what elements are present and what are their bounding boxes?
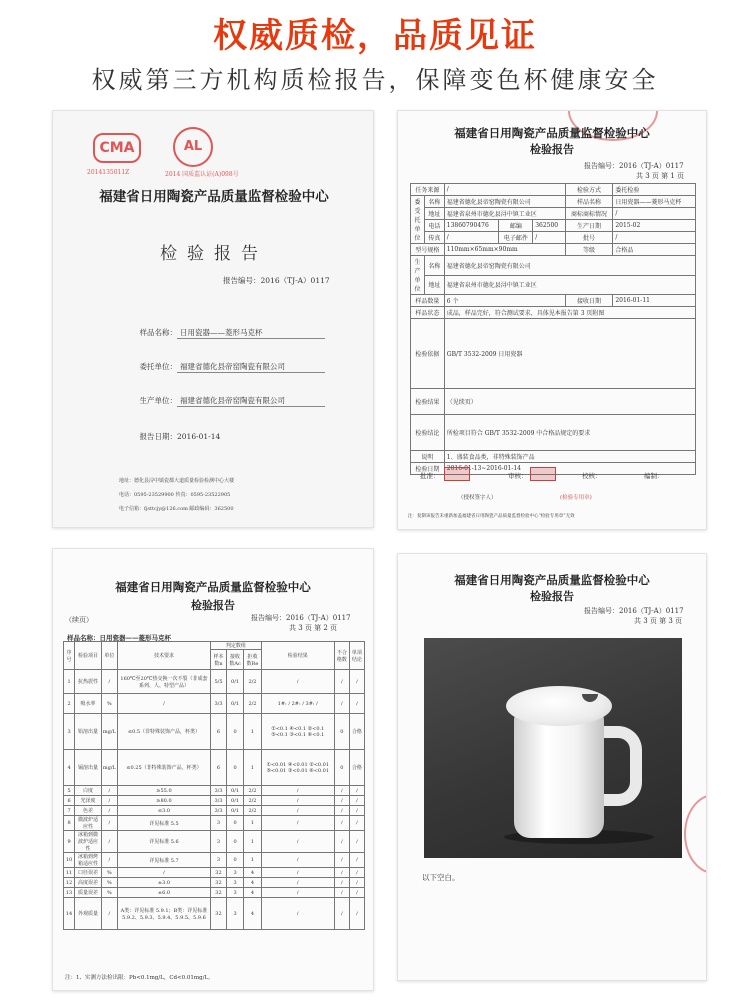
table-cell: / bbox=[261, 786, 334, 796]
table-cell: 5/5 bbox=[211, 670, 227, 694]
cover-email: 电子信箱：fjsttcjy@126.com 邮政编码：362500 bbox=[119, 506, 234, 512]
table-cell: 4 bbox=[244, 868, 261, 878]
table-row bbox=[64, 888, 365, 898]
page2-org: 福建省日用陶瓷产品质量监督检验中心 bbox=[115, 580, 311, 594]
cover-address: 地址：德化县浔中镇瓷都大道质量检验检测中心大楼 bbox=[119, 478, 235, 484]
page2-sample-line: 样品名称：日用瓷器——菱形马克杯 bbox=[67, 634, 171, 642]
cma-stamp: CMA bbox=[93, 133, 141, 163]
table-row bbox=[64, 898, 365, 930]
cell: 传真 bbox=[425, 232, 445, 244]
cell: 任务来源 bbox=[411, 184, 445, 196]
page3-page-info: 共 3 页 第 3 页 bbox=[634, 617, 683, 625]
table-cell: 白度 bbox=[75, 786, 102, 796]
cover-title: 检验报告 bbox=[160, 244, 268, 264]
table-cell: / bbox=[117, 694, 210, 714]
table-cell: / bbox=[261, 868, 334, 878]
table-cell: 12 bbox=[64, 878, 75, 888]
table-cell: 6 bbox=[64, 796, 75, 806]
table-cell: / bbox=[334, 670, 349, 694]
table-cell: / bbox=[334, 694, 349, 714]
table-cell: 32 bbox=[211, 888, 227, 898]
table-cell: mg/L bbox=[101, 714, 117, 750]
signature-stamp bbox=[530, 467, 556, 481]
cell: 日用瓷器——菱形马克杯 bbox=[613, 196, 696, 208]
cell: 检验方式 bbox=[565, 184, 613, 196]
table-cell: / bbox=[101, 898, 117, 930]
table-cell: 详见标准 5.5 bbox=[117, 816, 210, 831]
table-cell: 合格 bbox=[349, 714, 364, 750]
cell: 13860790476 bbox=[444, 220, 499, 232]
table-cell: % bbox=[101, 868, 117, 878]
cell: 委托检验 bbox=[613, 184, 696, 196]
table-cell: / bbox=[334, 816, 349, 831]
test-results-body bbox=[64, 670, 365, 930]
cell: 地址 bbox=[425, 208, 445, 220]
table-cell: 5 bbox=[64, 786, 75, 796]
cell: / bbox=[613, 208, 696, 220]
cell: 等级 bbox=[565, 244, 613, 256]
cell: 样品数量 bbox=[411, 295, 445, 307]
page2-continued: （续页） bbox=[65, 616, 93, 624]
cover-producer-row bbox=[133, 395, 325, 407]
table-cell: 镉溶出量 bbox=[75, 750, 102, 786]
cell: 名称 bbox=[425, 196, 445, 208]
table-cell: / bbox=[261, 853, 334, 868]
table-cell: / bbox=[349, 868, 364, 878]
table-cell: 3/3 bbox=[211, 806, 227, 816]
table-cell: 冰箱到微波炉适应性 bbox=[75, 831, 102, 853]
table-cell: / bbox=[349, 831, 364, 853]
table-cell: 13 bbox=[64, 888, 75, 898]
cell: 110mm×65mm×90mm bbox=[444, 244, 565, 256]
cell: / bbox=[533, 232, 565, 244]
cell: （见续页） bbox=[444, 389, 695, 415]
table-cell: / bbox=[349, 853, 364, 868]
page3-title: 检验报告 bbox=[530, 590, 574, 603]
table-cell: / bbox=[261, 888, 334, 898]
table-cell: 32 bbox=[211, 868, 227, 878]
seal-fragment bbox=[684, 794, 707, 874]
table-cell: / bbox=[261, 796, 334, 806]
cell: 362500 bbox=[533, 220, 565, 232]
table-cell: 2/2 bbox=[244, 806, 261, 816]
cell: 检验结论 bbox=[411, 415, 445, 451]
cell: 生产单位 bbox=[411, 256, 425, 295]
authorized-signatory: （授权签字人） bbox=[458, 495, 497, 501]
table-cell: 0 bbox=[226, 714, 243, 750]
table-cell: 3 bbox=[211, 831, 227, 853]
cell: 样品名称 bbox=[565, 196, 613, 208]
table-row bbox=[64, 853, 365, 868]
table-cell: / bbox=[117, 868, 210, 878]
cell: 说明 bbox=[411, 451, 445, 463]
table-cell: 32 bbox=[211, 898, 227, 930]
table-cell: 160℃至20℃热交换一次不裂（非成套系列、人、特型产品） bbox=[117, 670, 210, 694]
cell: 福建省德化县帝窑陶瓷有限公司 bbox=[444, 196, 565, 208]
table-cell: ≤3.0 bbox=[117, 806, 210, 816]
cover-client-value: 福建省德化县帝窑陶瓷有限公司 bbox=[177, 361, 325, 373]
column-header: 单位 bbox=[101, 642, 117, 670]
cup-body bbox=[514, 710, 604, 838]
sign-review: 审核： bbox=[508, 472, 528, 480]
table-cell: 抗热震性 bbox=[75, 670, 102, 694]
table-cell: / bbox=[261, 670, 334, 694]
cover-producer-value: 福建省德化县帝窑陶瓷有限公司 bbox=[177, 395, 325, 407]
table-cell: 微波炉适应性 bbox=[75, 816, 102, 831]
table-cell: / bbox=[334, 888, 349, 898]
table-row bbox=[64, 816, 365, 831]
table-cell: 10 bbox=[64, 853, 75, 868]
table-cell: 0/1 bbox=[226, 796, 243, 806]
table-cell: 3/3 bbox=[211, 786, 227, 796]
table-cell: ≤0.5（非特殊装饰产品，杯类） bbox=[117, 714, 210, 750]
cal-stamp-caption: 2014 国质监认证(A)098号 bbox=[165, 171, 239, 178]
table-cell: 详见标准 5.7 bbox=[117, 853, 210, 868]
cell: 福建省泉州市德化县浔中镇工业区 bbox=[444, 208, 565, 220]
table-cell: / bbox=[261, 816, 334, 831]
table-cell: ≥55.0 bbox=[117, 786, 210, 796]
column-header: 拒收数Re bbox=[244, 650, 261, 670]
cell: 福建省泉州市德化县浔中镇工业区 bbox=[444, 275, 695, 295]
table-cell: 2 bbox=[64, 694, 75, 714]
cell: 成品，样品完好，符合测试要求，具体见本报告第 3 页附图 bbox=[444, 307, 695, 319]
inspection-stamp-label: (检验专用章) bbox=[560, 495, 592, 501]
table-cell: / bbox=[349, 806, 364, 816]
table-cell: % bbox=[101, 694, 117, 714]
table-cell: / bbox=[334, 878, 349, 888]
column-header: 样本数n bbox=[211, 650, 227, 670]
table-cell: 1 bbox=[244, 853, 261, 868]
cell: 2016-01-13~2016-01-14 bbox=[444, 463, 695, 475]
sign-check: 校核： bbox=[582, 472, 602, 480]
cover-sample-row bbox=[133, 327, 325, 339]
page1-report-no: 报告编号：2016（TJ-A）0117 bbox=[584, 162, 684, 170]
sign-approve: 批准： bbox=[420, 472, 440, 480]
page1-page-info: 共 3 页 第 1 页 bbox=[636, 172, 685, 180]
table-cell: 3/3 bbox=[211, 796, 227, 806]
report-page-3-photo bbox=[397, 553, 707, 981]
table-cell: % bbox=[101, 878, 117, 888]
table-cell: 6 bbox=[211, 750, 227, 786]
cover-phone: 电话：0595-23529900 传真：0595-23522905 bbox=[119, 492, 231, 498]
table-cell: / bbox=[349, 888, 364, 898]
table-cell: 铅溶出量 bbox=[75, 714, 102, 750]
table-cell: mg/L bbox=[101, 750, 117, 786]
table-cell: 冰箱到烤箱适应性 bbox=[75, 853, 102, 868]
table-row bbox=[64, 714, 365, 750]
table-row bbox=[64, 868, 365, 878]
page1-footnote: 注：复制该报告未重新加盖福建省日用陶瓷产品质量监督检验中心“检验专用章”无效 bbox=[408, 514, 575, 519]
column-header: 单项结论 bbox=[349, 642, 364, 670]
cell: 名称 bbox=[425, 256, 445, 276]
table-cell: 1 bbox=[64, 670, 75, 694]
table-cell: / bbox=[101, 853, 117, 868]
cover-sample-label: 样品名称： bbox=[139, 328, 177, 337]
table-row bbox=[64, 670, 365, 694]
table-cell: / bbox=[334, 806, 349, 816]
page3-org: 福建省日用陶瓷产品质量监督检验中心 bbox=[454, 573, 650, 587]
table-cell: 3 bbox=[64, 714, 75, 750]
table-cell: / bbox=[334, 898, 349, 930]
table-cell: / bbox=[101, 670, 117, 694]
page1-title: 检验报告 bbox=[530, 143, 574, 156]
cma-stamp-caption: 2014135011Z bbox=[87, 169, 130, 176]
column-header: 接收数Ac bbox=[226, 650, 243, 670]
table-cell: 质量误差 bbox=[75, 888, 102, 898]
table-cell: 3 bbox=[226, 868, 243, 878]
cell: 检验日期 bbox=[411, 463, 445, 475]
cell: 样品状态 bbox=[411, 307, 445, 319]
table-cell: ≤0.25（非特殊装饰产品，杯类） bbox=[117, 750, 210, 786]
table-cell: ①<0.01 ④<0.01 ②<0.01 ⑤<0.01 ③<0.01 ⑥<0.01 bbox=[261, 750, 334, 786]
cell: 型号规格 bbox=[411, 244, 445, 256]
cell: 批号 bbox=[565, 232, 613, 244]
table-cell: / bbox=[334, 831, 349, 853]
cover-producer-label: 生产单位： bbox=[139, 396, 177, 405]
page3-report-no: 报告编号：2016（TJ-A）0117 bbox=[584, 607, 684, 615]
table-cell: / bbox=[101, 796, 117, 806]
table-cell: 详见标准 5.6 bbox=[117, 831, 210, 853]
column-header: 技术要求 bbox=[117, 642, 210, 670]
cell: 合格品 bbox=[613, 244, 696, 256]
cover-client-row bbox=[133, 361, 325, 373]
table-cell: / bbox=[349, 694, 364, 714]
cell: 检验结果 bbox=[411, 389, 445, 415]
cell: 2015-02 bbox=[613, 220, 696, 232]
table-cell: 1 bbox=[244, 750, 261, 786]
table-cell: 3/3 bbox=[211, 694, 227, 714]
table-cell: 3 bbox=[211, 816, 227, 831]
table-cell: 2/2 bbox=[244, 786, 261, 796]
table-cell: 4 bbox=[244, 888, 261, 898]
column-header: 序号 bbox=[64, 642, 75, 670]
cell: 电话 bbox=[425, 220, 445, 232]
table-row bbox=[64, 806, 365, 816]
table-cell: 光泽度 bbox=[75, 796, 102, 806]
table-cell: 14 bbox=[64, 898, 75, 930]
table-cell: 0/1 bbox=[226, 694, 243, 714]
table-row bbox=[64, 878, 365, 888]
table-cell: / bbox=[349, 670, 364, 694]
cell: 商标商标情况 bbox=[565, 208, 613, 220]
table-cell: ±3.0 bbox=[117, 878, 210, 888]
table-cell: 3 bbox=[226, 898, 243, 930]
table-cell: 吸水率 bbox=[75, 694, 102, 714]
cell: 电子邮件 bbox=[499, 232, 533, 244]
table-cell: 1 bbox=[244, 714, 261, 750]
table-cell: / bbox=[334, 786, 349, 796]
table-cell: 0/1 bbox=[226, 806, 243, 816]
table-cell: 32 bbox=[211, 878, 227, 888]
cell: 福建省德化县帝窑陶瓷有限公司 bbox=[444, 256, 695, 276]
column-header: 判定数组 bbox=[211, 642, 262, 650]
table-cell: 合格 bbox=[349, 750, 364, 786]
cell: 检验依据 bbox=[411, 319, 445, 389]
page3-note: 以下空白。 bbox=[422, 873, 460, 882]
cell: 地址 bbox=[425, 275, 445, 295]
page-headline: 权威质检，品质见证 bbox=[213, 16, 537, 56]
table-cell: 外观质量 bbox=[75, 898, 102, 930]
page2-title: 检验报告 bbox=[191, 599, 235, 612]
table-cell: 1#: / 2#: / 3#: / bbox=[261, 694, 334, 714]
table-cell: / bbox=[261, 806, 334, 816]
table-cell: % bbox=[101, 888, 117, 898]
table-cell: / bbox=[261, 898, 334, 930]
table-cell: 口径误差 bbox=[75, 868, 102, 878]
table-cell: ±6.0 bbox=[117, 888, 210, 898]
table-cell: / bbox=[334, 796, 349, 806]
report-page-2-photo bbox=[52, 548, 374, 991]
table-cell: / bbox=[349, 898, 364, 930]
table-row bbox=[64, 786, 365, 796]
table-cell: 2/2 bbox=[244, 694, 261, 714]
cal-stamp: AL bbox=[173, 127, 213, 167]
table-cell: 11 bbox=[64, 868, 75, 878]
table-cell: / bbox=[261, 831, 334, 853]
page-subline: 权威第三方机构质检报告，保障变色杯健康安全 bbox=[91, 66, 659, 94]
table-cell: / bbox=[101, 816, 117, 831]
table-cell: 0/1 bbox=[226, 786, 243, 796]
signature-stamp bbox=[444, 467, 470, 481]
page1-info-table bbox=[410, 183, 696, 475]
cover-sample-value: 日用瓷器——菱形马克杯 bbox=[177, 327, 325, 339]
table-cell: / bbox=[261, 878, 334, 888]
table-cell: / bbox=[101, 786, 117, 796]
table-row bbox=[64, 750, 365, 786]
test-results-table bbox=[63, 641, 365, 930]
table-row bbox=[64, 831, 365, 853]
cover-date-row bbox=[133, 431, 220, 442]
table-cell: 1 bbox=[244, 831, 261, 853]
table-row bbox=[64, 796, 365, 806]
table-cell: 3 bbox=[211, 853, 227, 868]
table-cell: / bbox=[334, 868, 349, 878]
cell: 生产日期 bbox=[565, 220, 613, 232]
page2-report-no: 报告编号：2016（TJ-A）0117 bbox=[251, 614, 351, 622]
table-cell: 8 bbox=[64, 816, 75, 831]
table-cell: 0 bbox=[334, 750, 349, 786]
report-page-1-photo bbox=[397, 110, 707, 530]
table-cell: 1 bbox=[244, 816, 261, 831]
cover-report-no: 报告编号：2016（TJ-A）0117 bbox=[223, 276, 330, 285]
cell: GB/T 3532-2009 日用瓷器 bbox=[444, 319, 695, 389]
table-cell: / bbox=[349, 786, 364, 796]
table-cell: 0/1 bbox=[226, 670, 243, 694]
table-cell: 3 bbox=[226, 878, 243, 888]
table-cell: 0 bbox=[226, 816, 243, 831]
table-cell: 4 bbox=[244, 898, 261, 930]
table-cell: 3 bbox=[226, 888, 243, 898]
table-cell: / bbox=[101, 831, 117, 853]
column-header: 检验项目 bbox=[75, 642, 102, 670]
table-cell: A类：详见标准 5.9.1；B类：详见标准 5.9.2、5.9.3、5.9.4、5.9.5、5.9.6 bbox=[117, 898, 210, 930]
table-cell: / bbox=[349, 816, 364, 831]
column-header: 不合格数 bbox=[334, 642, 349, 670]
table-cell: 2/2 bbox=[244, 796, 261, 806]
column-header: 检验结果 bbox=[261, 642, 334, 670]
cover-date-label: 报告日期： bbox=[139, 432, 177, 441]
table-cell: 2/2 bbox=[244, 670, 261, 694]
cell: 6 个 bbox=[444, 295, 565, 307]
page2-footnote: 注：1、实测方法检出限：Pb<0.1mg/L，Cd<0.01mg/L。 bbox=[65, 975, 214, 981]
cell: / bbox=[444, 184, 565, 196]
sign-make: 编制： bbox=[644, 472, 664, 480]
table-cell: 色差 bbox=[75, 806, 102, 816]
cell: 所检项目符合 GB/T 3532-2009 中合格品规定的要求 bbox=[444, 415, 695, 451]
table-cell: 6 bbox=[211, 714, 227, 750]
table-row bbox=[64, 694, 365, 714]
table-cell: 0 bbox=[334, 714, 349, 750]
table-cell: 9 bbox=[64, 831, 75, 853]
cell: / bbox=[613, 232, 696, 244]
cell: 接收日期 bbox=[565, 295, 613, 307]
table-cell: 4 bbox=[244, 878, 261, 888]
table-cell: 4 bbox=[64, 750, 75, 786]
report-cover-photo bbox=[52, 110, 374, 528]
table-cell: ①<0.1 ④<0.1 ②<0.1 ⑤<0.1 ③<0.1 ⑥<0.1 bbox=[261, 714, 334, 750]
cell: 1、盛装食品类，非特殊装饰产品 bbox=[444, 451, 695, 463]
table-cell: / bbox=[349, 796, 364, 806]
cup-lid bbox=[506, 686, 612, 726]
sample-photo bbox=[424, 638, 682, 858]
table-cell: 0 bbox=[226, 853, 243, 868]
cell: 委受托单位 bbox=[411, 196, 425, 244]
cell: 2016-01-11 bbox=[613, 295, 696, 307]
table-cell: / bbox=[101, 806, 117, 816]
table-cell: 0 bbox=[226, 831, 243, 853]
cell: / bbox=[444, 232, 499, 244]
table-cell: / bbox=[349, 878, 364, 888]
table-cell: 7 bbox=[64, 806, 75, 816]
table-cell: 0 bbox=[226, 750, 243, 786]
cover-client-label: 委托单位： bbox=[139, 362, 177, 371]
table-cell: ≥80.0 bbox=[117, 796, 210, 806]
cover-org: 福建省日用陶瓷产品质量监督检验中心 bbox=[99, 189, 329, 205]
table-cell: 高度误差 bbox=[75, 878, 102, 888]
table-cell: / bbox=[334, 853, 349, 868]
page2-page-info: 共 3 页 第 2 页 bbox=[289, 624, 338, 632]
cover-date-value: 2016-01-14 bbox=[177, 432, 221, 441]
page1-org: 福建省日用陶瓷产品质量监督检验中心 bbox=[454, 126, 650, 140]
cell: 邮编 bbox=[499, 220, 533, 232]
